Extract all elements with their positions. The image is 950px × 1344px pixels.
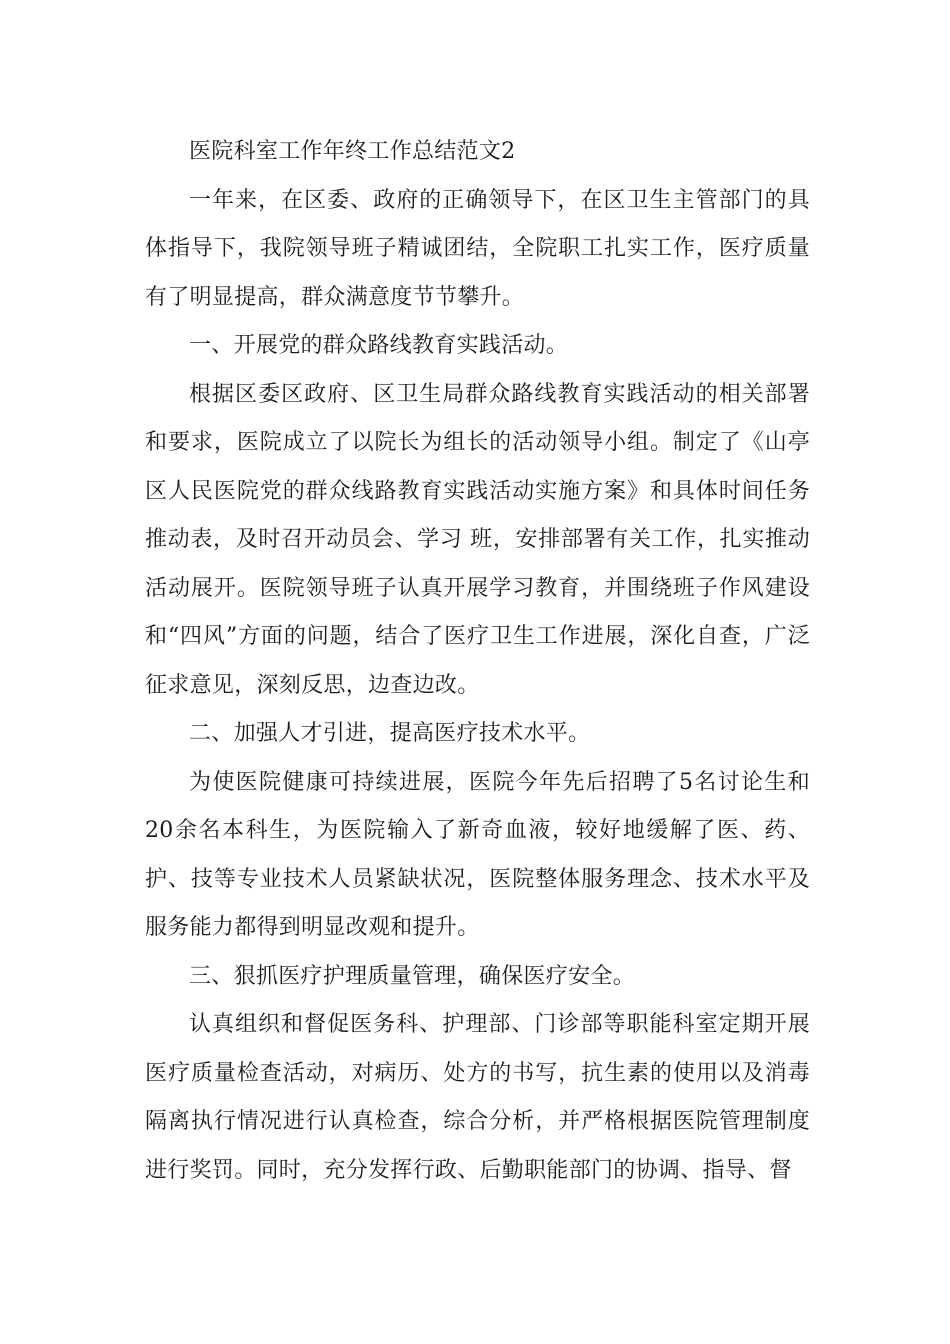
document-body [145,128,810,1195]
paragraph-section-2: 为使医院健康可持续进展，医院今年先后招聘了5名讨论生和20余名本科生，为医院输入了新奇血液，较好地缓解了医、药、护、技等专业技术人员紧缺状况，医院整体服务理念、技术水平及服务能力都得到明显改观和提升。 [145,769,810,940]
paragraph-section-1: 根据区委区政府、区卫生局群众路线教育实践活动的相关部署和要求，医院成立了以院长为组长的活动领导小组。制定了《山亭区人民医院党的群众线路教育实践活动实施方案》和具体时间任务推动表，及时召开动员会、学习 班，安排部署有关工作，扎实推动活动展开。医院领导班子认真开展学习教育，并围绕班子作风建设和“四风”方面的问题，结合了医疗卫生工作进展，深化自查，广泛征求意见，深刻反思，边查边改。 [145,381,810,698]
section-heading-1: 一、开展党的群众路线教育实践活动。 [189,333,569,358]
section-heading-3: 三、狠抓医疗护理质量管理，确保医疗安全。 [189,963,636,989]
document-title: 医院科室工作年终工作总结范文2 [189,139,516,164]
paragraph-intro: 一年来，在区委、政府的正确领导下，在区卫生主管部门的具体指导下，我院领导班子精诚团结，全院职工扎实工作，医疗质量有了明显提高，群众满意度节节攀升。 [145,187,810,310]
section-heading-2: 二、加强人才引进，提高医疗技术水平。 [189,721,591,746]
paragraph-section-3: 认真组织和督促医务科、护理部、门诊部等职能科室定期开展医疗质量检查活动，对病历、处方的书写，抗生素的使用以及消毒隔离执行情况进行认真检查，综合分析，并严格根据医院管理制度进行奖罚。同时，充分发挥行政、后勤职能部门的协调、指导、督 [145,1012,810,1183]
